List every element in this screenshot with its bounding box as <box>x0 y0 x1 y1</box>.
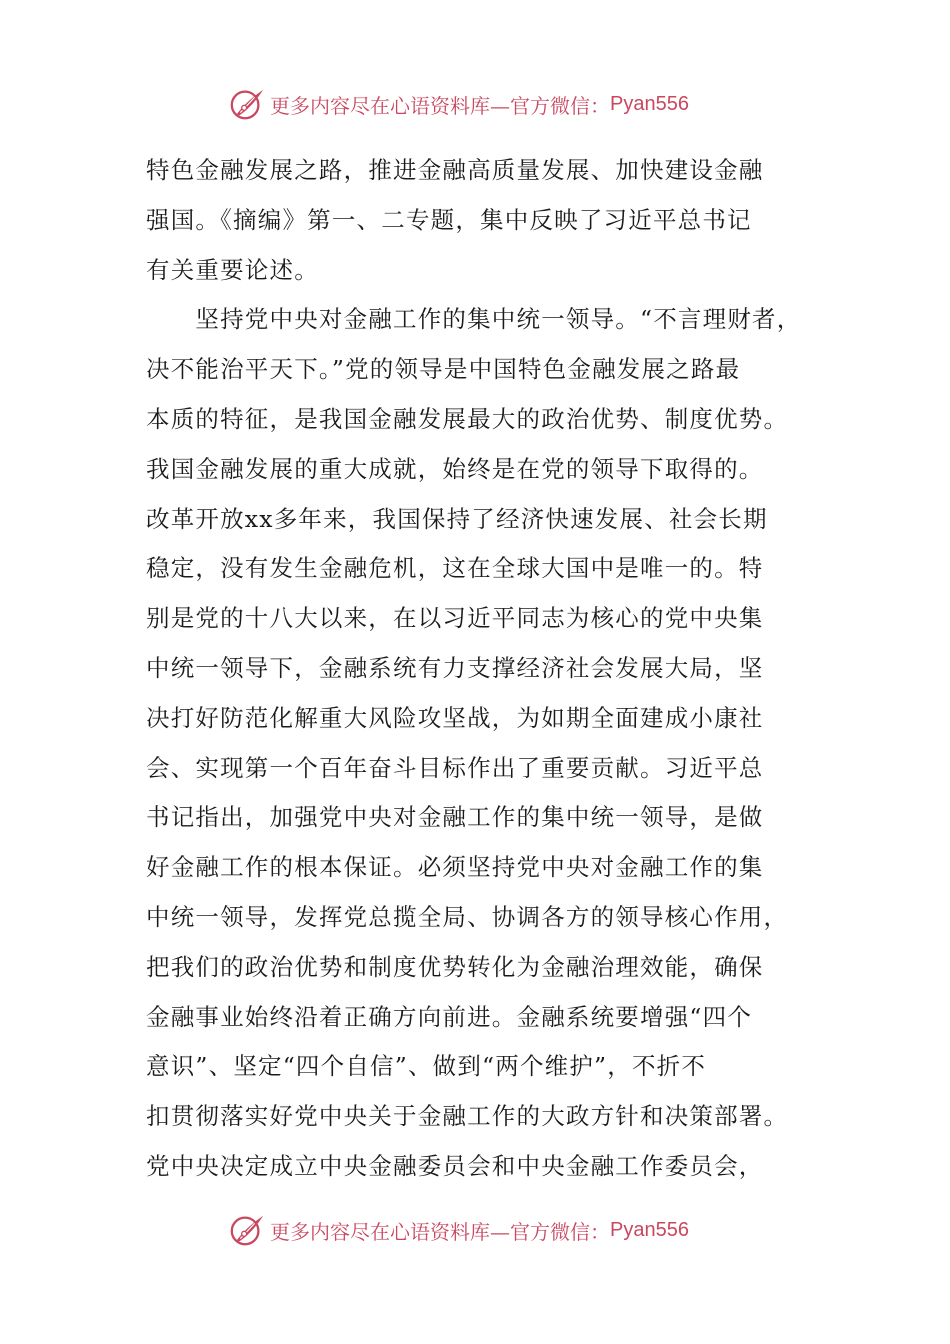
text-line: 稳定，没有发生金融危机，这在全球大国中是唯一的。特 <box>146 554 764 583</box>
text-line: 会、实现第一个百年奋斗目标作出了重要贡献。习近平总 <box>146 753 764 782</box>
text-line: 有关重要论述。 <box>146 255 319 284</box>
text-line: 决不能治平天下。”党的领导是中国特色金融发展之路最 <box>146 355 741 384</box>
text-line: 坚持党中央对金融工作的集中统一领导。“不言理财者， <box>146 305 802 334</box>
text-line: 我国金融发展的重大成就，始终是在党的领导下取得的。 <box>146 454 764 483</box>
header-banner <box>228 84 748 124</box>
banner-wechat-id: Pyan556 <box>610 92 689 115</box>
quill-pen-logo-icon <box>228 85 266 123</box>
text-line: 决打好防范化解重大风险攻坚战，为如期全面建成小康社 <box>146 703 764 732</box>
banner-wechat-id: Pyan556 <box>610 1218 689 1241</box>
text-line: 扣贯彻落实好党中央关于金融工作的大政方针和决策部署。 <box>146 1102 789 1131</box>
article-body <box>146 146 826 1192</box>
footer-banner <box>228 1210 748 1250</box>
text-line: 特色金融发展之路，推进金融高质量发展、加快建设金融 <box>146 156 764 184</box>
quill-pen-logo-icon <box>228 1211 266 1249</box>
text-line: 改革开放xx多年来，我国保持了经济快速发展、社会长期 <box>146 504 768 533</box>
text-line: 把我们的政治优势和制度优势转化为金融治理效能，确保 <box>146 952 764 981</box>
text-line: 书记指出，加强党中央对金融工作的集中统一领导，是做 <box>146 803 764 832</box>
text-line: 本质的特征，是我国金融发展最大的政治优势、制度优势。 <box>146 404 789 433</box>
text-line: 意识”、坚定“四个自信”、做到“两个维护”，不折不 <box>146 1052 707 1081</box>
banner-text: 更多内容尽在心语资料库—官方微信： <box>270 1219 610 1244</box>
text-line: 中统一领导，发挥党总揽全局、协调各方的领导核心作用， <box>146 902 789 931</box>
text-line: 别是党的十八大以来，在以习近平同志为核心的党中央集 <box>146 604 764 633</box>
text-line: 好金融工作的根本保证。必须坚持党中央对金融工作的集 <box>146 853 764 882</box>
banner-text: 更多内容尽在心语资料库—官方微信： <box>270 93 610 118</box>
text-line: 金融事业始终沿着正确方向前进。金融系统要增强“四个 <box>146 1002 753 1031</box>
text-line: 强国。《摘编》第一、二专题，集中反映了习近平总书记 <box>146 205 752 234</box>
text-line: 中统一领导下，金融系统有力支撑经济社会发展大局，坚 <box>146 653 764 682</box>
text-line: 党中央决定成立中央金融委员会和中央金融工作委员会， <box>146 1151 764 1180</box>
